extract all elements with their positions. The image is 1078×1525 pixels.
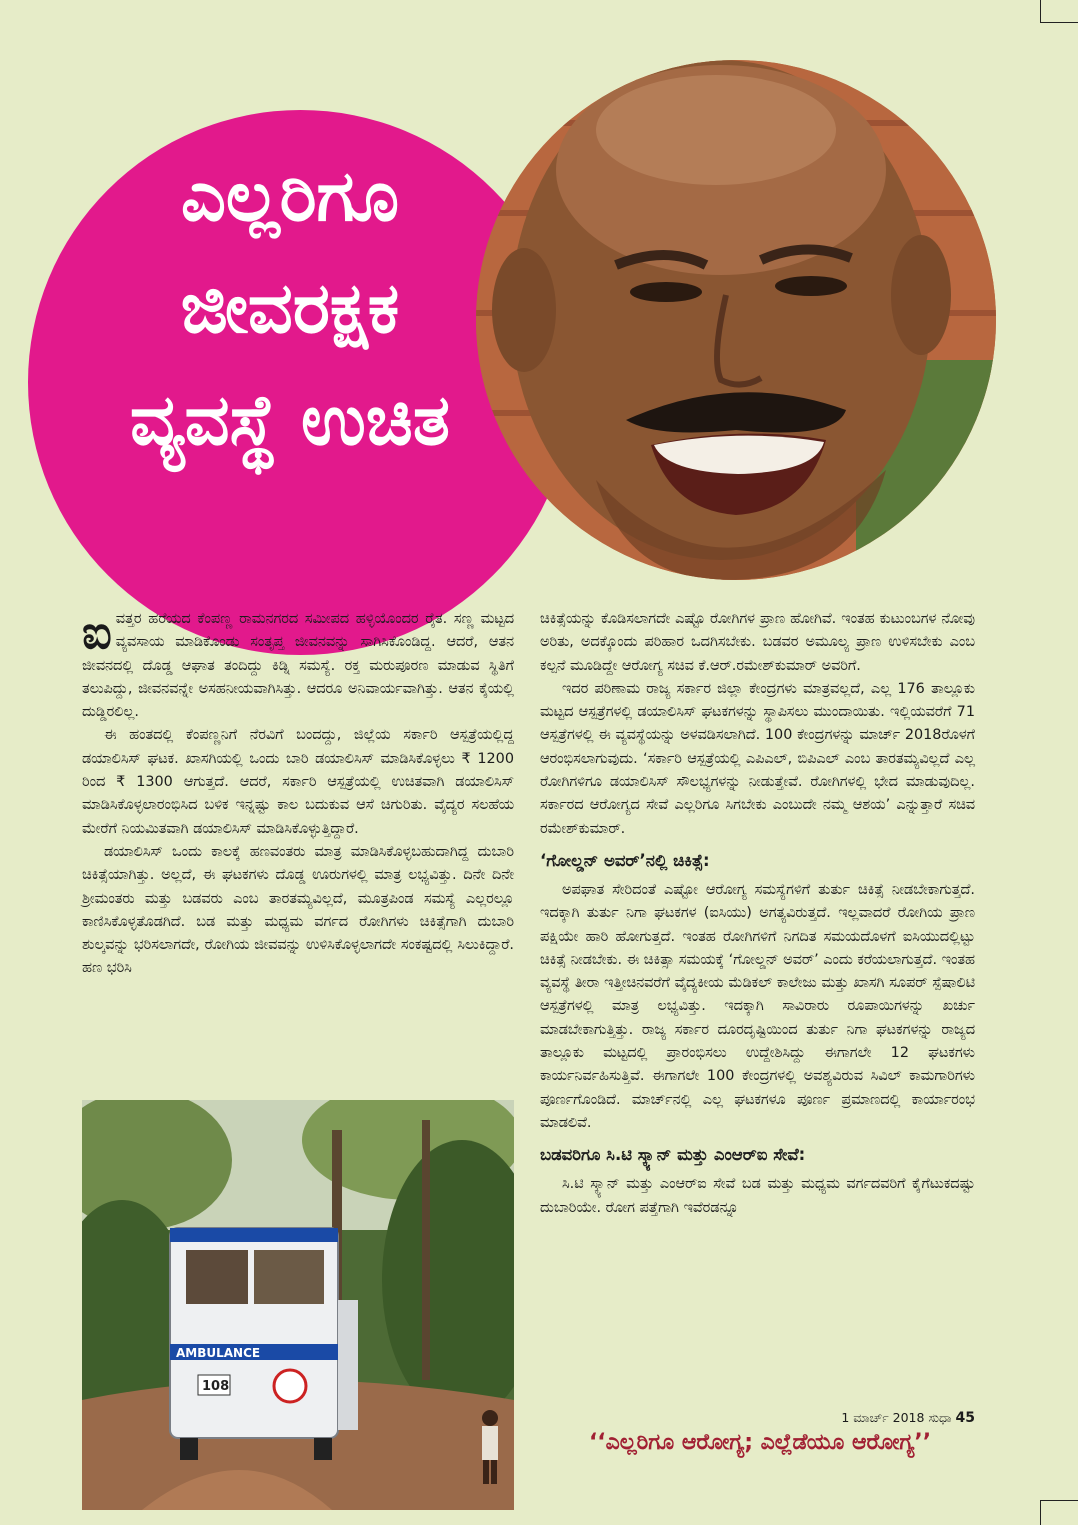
paragraph <box>82 605 514 724</box>
left-column <box>82 605 514 981</box>
ambulance-label: AMBULANCE <box>176 1346 261 1360</box>
drop-cap: ಐ <box>82 605 112 659</box>
ambulance-number: 108 <box>202 1379 230 1394</box>
title-line: ವ್ಯವಸ್ಥೆ ಉಚಿತ <box>130 379 450 461</box>
right-column <box>540 608 975 1220</box>
ambulance-vehicle <box>170 1228 358 1460</box>
crop-mark <box>1040 0 1041 22</box>
crop-mark <box>1040 1500 1078 1501</box>
paragraph-text: ವತ್ತರ ಹರೆಯದ ಕೆಂಪಣ್ಣ ರಾಮನಗರದ ಸಮೀಪದ ಹಳ್ಳಿಯೊಂದರ ರೈತ. ಸಣ್ಣ ಮಟ್ಟದ ವ್ಯವಸಾಯ ಮಾಡಿಕೊಂಡು ಸಂತೃಪ್ತ ಜೀವನವನ್ನು ಸಾಗಿಸಿಕೊಂಡಿದ್ದ. ಆದರೆ, ಆತನ ಜೀವನದಲ್ಲಿ ದೊಡ್ಡ ಆಘಾತ ತಂದಿದ್ದು ಕಿಡ್ನಿ ಸಮಸ್ಯೆ. ರಕ್ತ ಮರುಪೂರಣ ಮಾಡುವ ಸ್ಥಿತಿಗೆ ತಲುಪಿದ್ದು, ಜೀವನವನ್ನೇ ಅಸಹನೀಯವಾಗಿಸಿತ್ತು. ಆದರೂ ಅನಿವಾರ್ಯವಾಗಿತ್ತು. ಆತನ ಕೈಯಲ್ಲಿ ದುಡ್ಡಿರಲಿಲ್ಲ. <box>82 611 514 721</box>
paragraph: ಸಿ.ಟಿ ಸ್ಕ್ಯಾನ್ ಮತ್ತು ಎಂಆರ್‌ಐ ಸೇವೆ ಬಡ ಮತ್ತು ಮಧ್ಯಮ ವರ್ಗದವರಿಗೆ ಕೈಗೆಟುಕದಷ್ಟು ದುಬಾರಿಯೇ. ರೋಗ ಪತ್ತೆಗಾಗಿ ಇವೆರಡನ್ನೂ <box>540 1176 975 1216</box>
paragraph: ಡಯಾಲಿಸಿಸ್ ಒಂದು ಕಾಲಕ್ಕೆ ಹಣವಂತರು ಮಾತ್ರ ಮಾಡಿಸಿಕೊಳ್ಳಬಹುದಾಗಿದ್ದ ದುಬಾರಿ ಚಿಕಿತ್ಸೆಯಾಗಿತ್ತು. ಅಲ್ಲದೆ, ಈ ಘಟಕಗಳು ದೊಡ್ಡ ಊರುಗಳಲ್ಲಿ ಮಾತ್ರ ಲಭ್ಯವಿತ್ತು. ದಿನೇ ದಿನೇ ಶ್ರೀಮಂತರು ಮತ್ತು ಬಡವರು ಎಂಬ ತಾರತಮ್ಯವಿಲ್ಲದೆ, ಮೂತ್ರಪಿಂಡ ಸಮಸ್ಯೆ ಎಲ್ಲರಲ್ಲೂ ಕಾಣಿಸಿಕೊಳ್ಳತೊಡಗಿದೆ. ಬಡ ಮತ್ತು ಮಧ್ಯಮ ವರ್ಗದ ರೋಗಿಗಳು ಚಿಕಿತ್ಸೆಗಾಗಿ ದುಬಾರಿ ಶುಲ್ಕವನ್ನು ಭರಿಸಲಾಗದೇ, ರೋಗಿಯ ಜೀವವನ್ನು ಉಳಿಸಿಕೊಳ್ಳಲಾಗದೇ ಸಂಕಷ್ಟದಲ್ಲಿ ಸಿಲುಕಿದ್ದಾರೆ. ಹಣ ಭರಿಸಿ <box>82 843 514 977</box>
issue-date: 1 ಮಾರ್ಚ್ 2018 ಸುಧಾ <box>841 1410 952 1425</box>
section-heading: ಬಡವರಿಗೂ ಸಿ.ಟಿ ಸ್ಕ್ಯಾನ್ ಮತ್ತು ಎಂಆರ್‌ಐ ಸೇವೆ: <box>540 1145 806 1165</box>
paragraph: ಚಿಕಿತ್ಸೆಯನ್ನು ಕೊಡಿಸಲಾಗದೇ ಎಷ್ಟೊ ರೋಗಿಗಳ ಪ್ರಾಣ ಹೋಗಿವೆ. ಇಂತಹ ಕುಟುಂಬಗಳ ನೋವು ಅರಿತು, ಅದಕ್ಕೊಂದು ಪರಿಹಾರ ಒದಗಿಸಬೇಕು. ಬಡವರ ಅಮೂಲ್ಯ ಪ್ರಾಣ ಉಳಿಸಬೇಕು ಎಂಬ ಕಲ್ಪನೆ ಮೂಡಿದ್ದೇ ಆರೋಗ್ಯ ಸಚಿವ ಕೆ.ಆರ್.ರಮೇಶ್‌ಕುಮಾರ್ ಅವರಿಗೆ. <box>540 611 975 674</box>
article-title <box>55 140 525 476</box>
ambulance-photo <box>82 1100 514 1510</box>
slogan: ‘‘ಎಲ್ಲರಿಗೂ ಆರೋಗ್ಯ; ಎಲ್ಲೆಡೆಯೂ ಆರೋಗ್ಯ’’ <box>588 1430 932 1455</box>
page-footer <box>840 1410 975 1426</box>
crop-mark <box>1040 1500 1041 1525</box>
page-number: 45 <box>955 1410 975 1426</box>
title-line: ಎಲ್ಲರಿಗೂ <box>180 155 400 237</box>
portrait-photo <box>476 60 996 580</box>
title-line: ಜೀವರಕ್ಷಕ <box>180 267 400 349</box>
section-heading: ‘ಗೋಲ್ಡನ್ ಅವರ್’ನಲ್ಲಿ ಚಿಕಿತ್ಸೆ: <box>540 850 710 870</box>
paragraph: ಈ ಹಂತದಲ್ಲಿ ಕೆಂಪಣ್ಣನಿಗೆ ನೆರವಿಗೆ ಬಂದದ್ದು, ಜಿಲ್ಲೆಯ ಸರ್ಕಾರಿ ಆಸ್ಪತ್ರೆಯಲ್ಲಿದ್ದ ಡಯಾಲಿಸಿಸ್ ಘಟಕ. ಖಾಸಗಿಯಲ್ಲಿ ಒಂದು ಬಾರಿ ಡಯಾಲಿಸಿಸ್ ಮಾಡಿಸಿಕೊಳ್ಳಲು ₹ 1200 ರಿಂದ ₹ 1300 ಆಗುತ್ತದೆ. ಆದರೆ, ಸರ್ಕಾರಿ ಆಸ್ಪತ್ರೆಯಲ್ಲಿ ಉಚಿತವಾಗಿ ಡಯಾಲಿಸಿಸ್ ಮಾಡಿಸಿಕೊಳ್ಳಲಾರಂಭಿಸಿದ ಬಳಿಕ ಇನ್ನಷ್ಟು ಕಾಲ ಬದುಕುವ ಆಸೆ ಚಿಗುರಿತು. ವೈದ್ಯರ ಸಲಹೆಯ ಮೇರೆಗೆ ನಿಯಮಿತವಾಗಿ ಡಯಾಲಿಸಿಸ್ ಮಾಡಿಸಿಕೊಳ್ಳುತ್ತಿದ್ದಾರೆ. <box>82 727 514 837</box>
crop-mark <box>1040 22 1078 23</box>
paragraph: ಅಪಘಾತ ಸೇರಿದಂತೆ ಎಷ್ಟೋ ಆರೋಗ್ಯ ಸಮಸ್ಯೆಗಳಿಗೆ ತುರ್ತು ಚಿಕಿತ್ಸೆ ನೀಡಬೇಕಾಗುತ್ತದೆ. ಇದಕ್ಕಾಗಿ ತುರ್ತು ನಿಗಾ ಘಟಕಗಳ (ಐಸಿಯು) ಅಗತ್ಯವಿರುತ್ತದೆ. ಇಲ್ಲವಾದರೆ ರೋಗಿಯ ಪ್ರಾಣ ಪಕ್ಷಿಯೇ ಹಾರಿ ಹೋಗುತ್ತದೆ. ಇಂತಹ ರೋಗಿಗಳಿಗೆ ನಿಗದಿತ ಸಮಯದೊಳಗೆ ಐಸಿಯುದಲ್ಲಿಟ್ಟು ಚಿಕಿತ್ಸೆ ನೀಡಬೇಕು. ಈ ಚಿಕಿತ್ಸಾ ಸಮಯಕ್ಕೆ ‘ಗೋಲ್ಡನ್ ಅವರ್’ ಎಂದು ಕರೆಯಲಾಗುತ್ತದೆ. ಇಂತಹ ವ್ಯವಸ್ಥೆ ತೀರಾ ಇತ್ತೀಚಿನವರೆಗೆ ವೈದ್ಯಕೀಯ ಮೆಡಿಕಲ್ ಕಾಲೇಜು ಮತ್ತು ಖಾಸಗಿ ಸೂಪರ್ ಸ್ಪೆಷಾಲಿಟಿ ಆಸ್ಪತ್ರೆಗಳಲ್ಲಿ ಮಾತ್ರ ಲಭ್ಯವಿತ್ತು. ಇದಕ್ಕಾಗಿ ಸಾವಿರಾರು ರೂಪಾಯಿಗಳನ್ನು ಖರ್ಚು ಮಾಡಬೇಕಾಗುತ್ತಿತ್ತು. ರಾಜ್ಯ ಸರ್ಕಾರ ದೂರದೃಷ್ಟಿಯಿಂದ ತುರ್ತು ನಿಗಾ ಘಟಕಗಳನ್ನು ರಾಜ್ಯದ ತಾಲ್ಲೂಕು ಮಟ್ಟದಲ್ಲಿ ಪ್ರಾರಂಭಿಸಲು ಉದ್ದೇಶಿಸಿದ್ದು ಈಗಾಗಲೇ 12 ಘಟಕಗಳು ಕಾರ್ಯನಿರ್ವಹಿಸುತ್ತಿವೆ. ಈಗಾಗಲೇ 100 ಕೇಂದ್ರಗಳಲ್ಲಿ ಅವಶ್ಯವಿರುವ ಸಿವಿಲ್ ಕಾಮಗಾರಿಗಳು ಪೂರ್ಣಗೊಂಡಿದೆ. ಮಾರ್ಚ್‌ನಲ್ಲಿ ಎಲ್ಲ ಘಟಕಗಳೂ ಪೂರ್ಣ ಪ್ರಮಾಣದಲ್ಲಿ ಕಾರ್ಯಾರಂಭ ಮಾಡಲಿವೆ. <box>540 881 975 1131</box>
paragraph: ಇದರ ಪರಿಣಾಮ ರಾಜ್ಯ ಸರ್ಕಾರ ಜಿಲ್ಲಾ ಕೇಂದ್ರಗಳು ಮಾತ್ರವಲ್ಲದೆ, ಎಲ್ಲ 176 ತಾಲ್ಲೂಕು ಮಟ್ಟದ ಆಸ್ಪತ್ರೆಗಳಲ್ಲಿ ಡಯಾಲಿಸಿಸ್ ಘಟಕಗಳನ್ನು ಸ್ಥಾಪಿಸಲು ಮುಂದಾಯಿತು. ಇಲ್ಲಿಯವರೆಗೆ 71 ಆಸ್ಪತ್ರೆಗಳಲ್ಲಿ ಈ ವ್ಯವಸ್ಥೆಯನ್ನು ಅಳವಡಿಸಲಾಗಿದೆ. 100 ಕೇಂದ್ರಗಳನ್ನು ಮಾರ್ಚ್ 2018ರೊಳಗೆ ಆರಂಭಿಸಲಾಗುವುದು. ‘ಸರ್ಕಾರಿ ಆಸ್ಪತ್ರೆಯಲ್ಲಿ ಎಪಿಎಲ್, ಬಿಪಿಎಲ್ ಎಂಬ ತಾರತಮ್ಯವಿಲ್ಲದೆ ಎಲ್ಲ ರೋಗಿಗಳಿಗೂ ಡಯಾಲಿಸಿಸ್ ಸೌಲಭ್ಯಗಳನ್ನು ನೀಡುತ್ತೇವೆ. ರೋಗಿಗಳಲ್ಲಿ ಭೇದ ಮಾಡುವುದಿಲ್ಲ. ಸರ್ಕಾರದ ಆರೋಗ್ಯದ ಸೇವೆ ಎಲ್ಲರಿಗೂ ಸಿಗಬೇಕು ಎಂಬುದೇ ನಮ್ಮ ಆಶಯ’ ಎನ್ನುತ್ತಾರೆ ಸಚಿವ ರಮೇಶ್‌ಕುಮಾರ್. <box>540 680 975 837</box>
